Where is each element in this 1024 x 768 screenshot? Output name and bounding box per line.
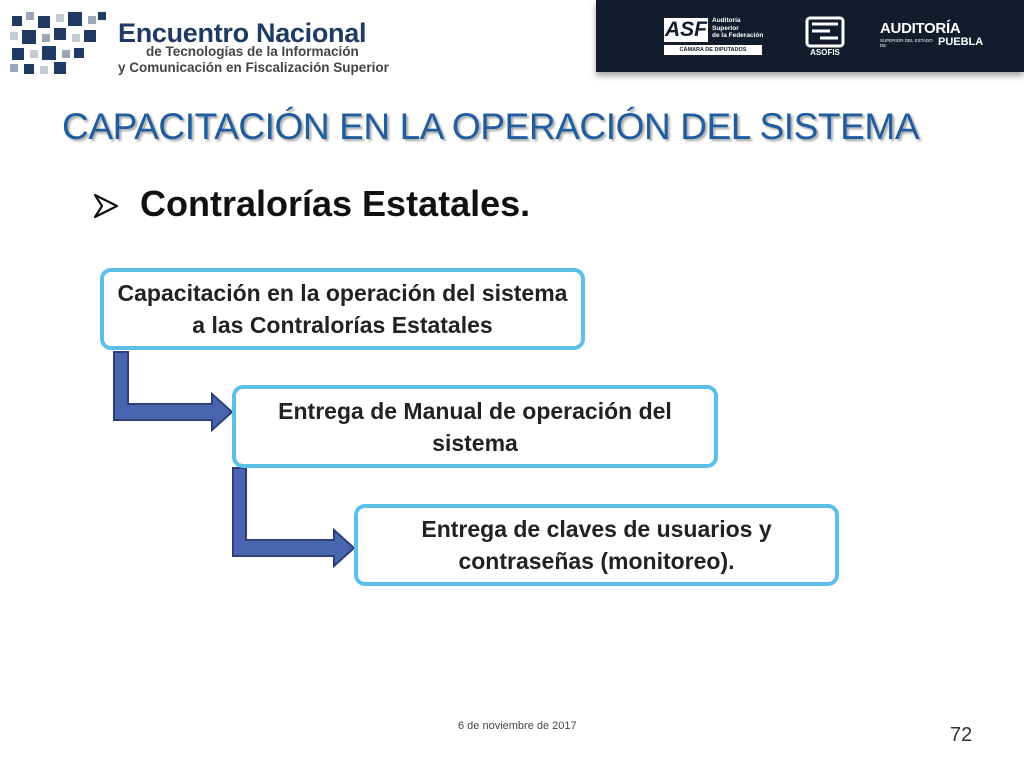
asf-chamber-label: CÁMARA DE DIPUTADOS	[664, 45, 762, 55]
flow-step-manual: Entrega de Manual de operación del sistema	[232, 385, 718, 468]
auditoria-state: PUEBLA	[938, 36, 984, 48]
event-subtitle-line2: y Comunicación en Fiscalización Superior	[118, 60, 389, 75]
connector-arrow-2	[233, 468, 354, 566]
page-number: 72	[950, 724, 973, 746]
event-logo-mosaic-icon	[8, 10, 108, 76]
event-title: Encuentro Nacional	[118, 18, 367, 48]
footer-date: 6 de noviembre de 2017	[458, 720, 577, 732]
asofis-emblem-icon	[800, 16, 850, 48]
asf-name-line2: Superior	[712, 24, 739, 32]
asf-name-line1: Auditoría	[712, 17, 741, 24]
asf-name	[712, 17, 763, 40]
slide-title: CAPACITACIÓN EN LA OPERACIÓN DEL SISTEMA	[62, 106, 920, 147]
asf-acronym: ASF	[665, 18, 707, 41]
auditoria-small-text: SUPERIOR DEL ESTADO DE	[880, 38, 933, 48]
auditoria-puebla-logo	[880, 18, 990, 54]
asofis-logo	[800, 16, 850, 60]
bullet-heading: Contralorías Estatales.	[140, 183, 531, 224]
asf-logo	[664, 18, 764, 56]
asofis-label: ASOFIS	[810, 48, 840, 57]
arrowhead-bullet-icon	[92, 192, 120, 220]
flow-step-training: Capacitación en la operación del sistema a las Contralorías Estatales	[100, 268, 585, 350]
auditoria-title: AUDITORÍA	[880, 20, 961, 37]
event-subtitle-line1: de Tecnologías de la Información	[146, 44, 359, 59]
flow-step-credentials: Entrega de claves de usuarios y contraseñas (monitoreo).	[354, 504, 839, 586]
connector-arrow-1	[114, 352, 232, 430]
asf-name-line3: de la Federación	[712, 32, 764, 39]
